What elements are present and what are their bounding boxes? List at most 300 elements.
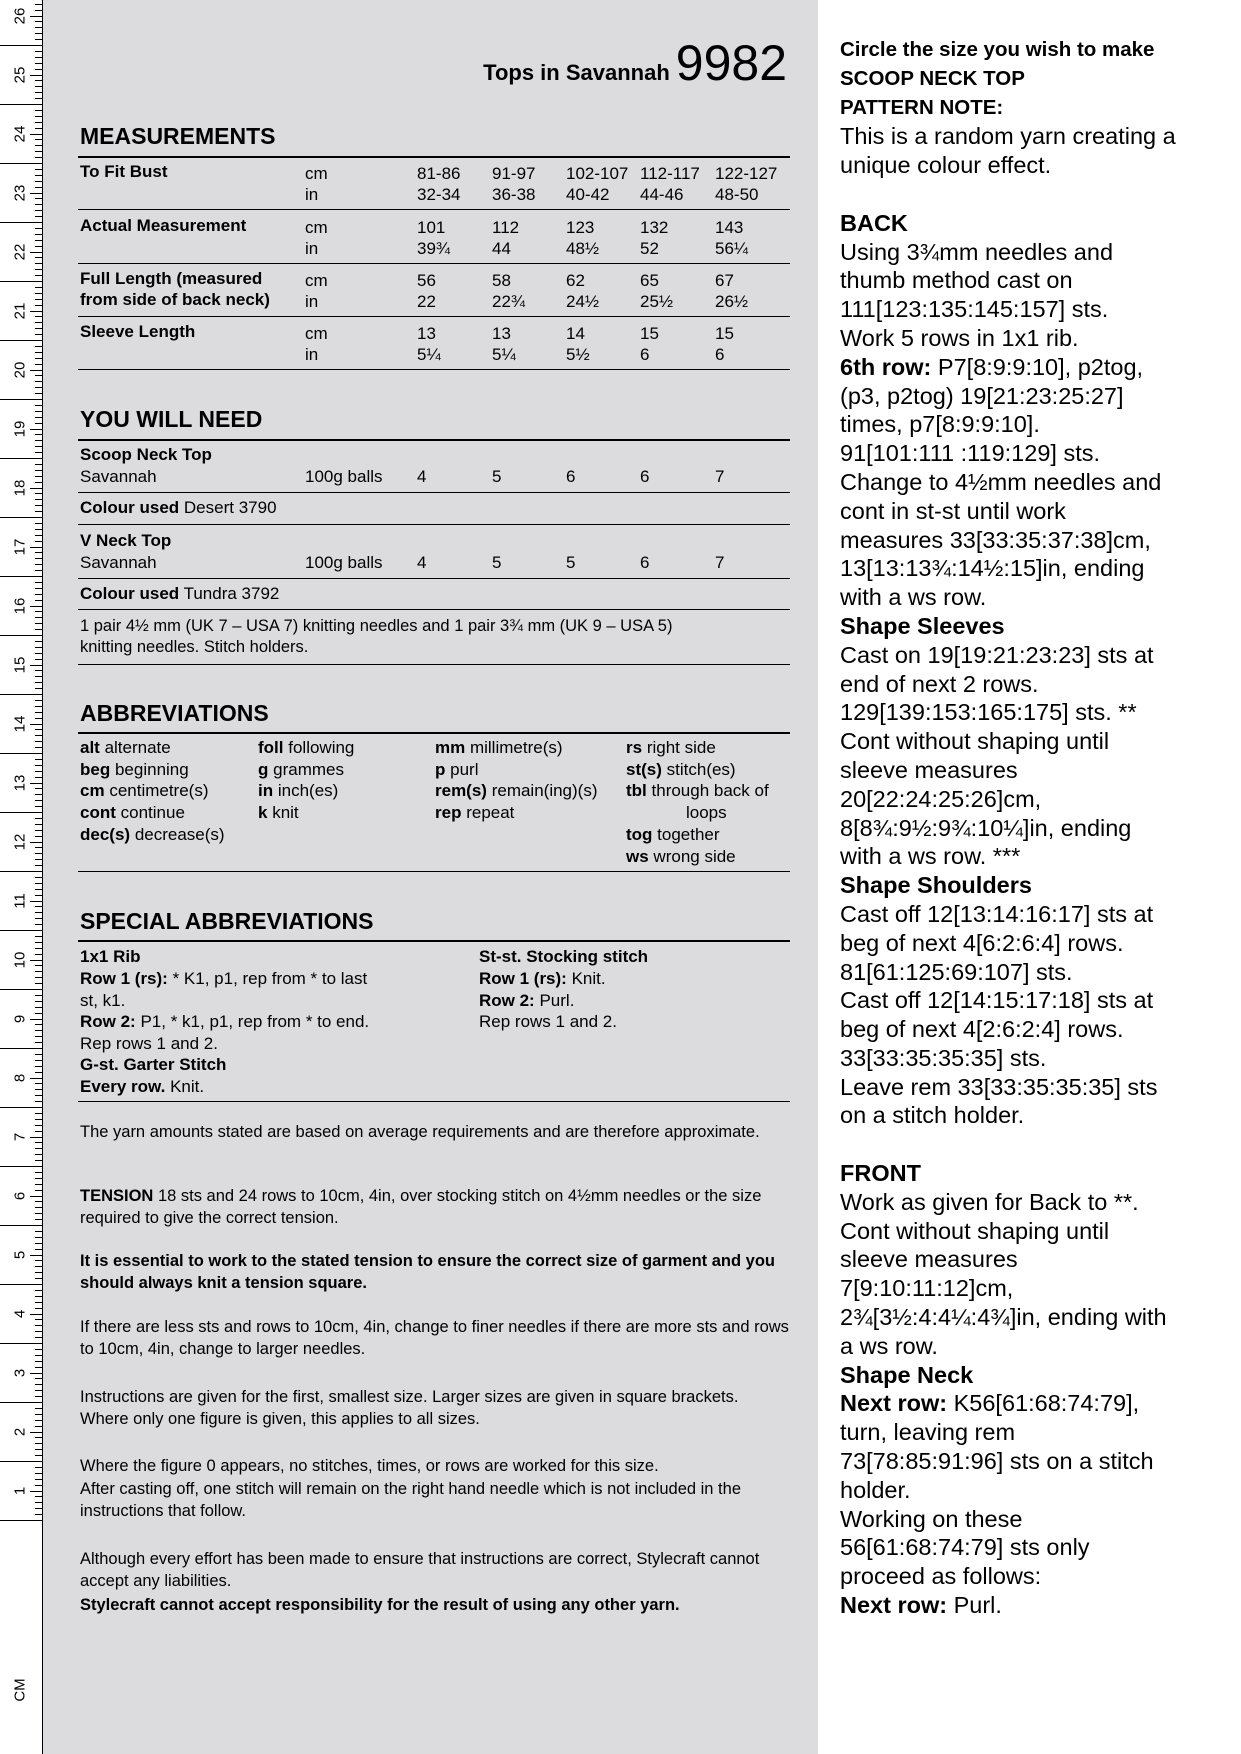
ruler-tick <box>35 1296 42 1297</box>
row-label: Row 2: <box>479 991 535 1010</box>
ruler-tick <box>35 482 42 483</box>
ruler-tick <box>35 175 42 176</box>
ruler-tick <box>35 305 42 306</box>
row-text: * K1, p1, rep from * to last <box>172 969 368 988</box>
ruler-tick <box>0 45 42 46</box>
yarn-amounts-note: The yarn amounts stated are based on average requirements and are therefore approximate. <box>80 1123 760 1141</box>
abbreviation-term: in <box>258 781 274 801</box>
ruler-tick <box>35 1349 42 1350</box>
instruction-line: beg of next 4[6:2:6:4] rows. <box>840 929 1124 956</box>
measure-value: 5½ <box>566 345 590 364</box>
measure-value: 22¾ <box>492 292 526 311</box>
ruler-tick <box>35 688 42 689</box>
ruler-tick <box>35 889 42 890</box>
measure-value: 5¼ <box>417 345 441 364</box>
ruler-tick <box>35 1449 42 1450</box>
instruction-line: with a ws row. *** <box>840 843 1021 870</box>
measure-value: 58 <box>492 271 511 290</box>
measure-label: To Fit Bust <box>80 162 168 181</box>
abbreviation-item <box>80 824 225 845</box>
ruler-tick <box>35 912 42 913</box>
measure-value: 132 <box>640 218 669 237</box>
ruler-tick <box>35 269 42 270</box>
abbreviation-meaning: grammes <box>273 759 344 779</box>
abbreviation-item <box>80 802 185 823</box>
ruler-tick <box>35 151 42 152</box>
v-unit: 100g balls <box>305 553 383 572</box>
measure-value: 123 <box>566 218 595 237</box>
ruler-tick <box>35 1219 42 1220</box>
ruler-tick <box>35 1514 42 1515</box>
ruler-tick <box>35 623 42 624</box>
ruler-tick <box>35 1054 42 1055</box>
ruler-tick <box>30 75 42 76</box>
abbreviation-term: g <box>258 759 269 779</box>
ruler-tick <box>0 458 42 459</box>
tension-note <box>80 1185 790 1229</box>
row-label: 6th row: <box>840 353 932 380</box>
ruler-tick <box>35 440 42 441</box>
abbreviation-term: cm <box>80 781 105 801</box>
yarn-quantity: 6 <box>566 467 576 486</box>
ruler-tick <box>35 1325 42 1326</box>
ruler-tick <box>35 4 42 5</box>
abbreviation-term: ws <box>626 846 649 866</box>
ruler-tick <box>35 1420 42 1421</box>
ruler-tick <box>35 476 42 477</box>
measure-value: 62 <box>566 271 585 290</box>
ruler-tick <box>35 794 42 795</box>
measure-value: 44-46 <box>640 185 684 204</box>
yarn-quantity: 5 <box>492 553 502 572</box>
measure-value: 26½ <box>715 292 749 311</box>
ruler-tick <box>35 1119 42 1120</box>
ruler-tick <box>35 830 42 831</box>
ruler-tick <box>30 429 42 430</box>
ruler-tick <box>30 311 42 312</box>
measure-value: 32-34 <box>417 185 461 204</box>
measure-value: 13 <box>417 324 436 343</box>
measure-value: 44 <box>492 239 511 258</box>
ruler-tick <box>35 263 42 264</box>
ruler-number-label: 1 <box>11 1486 29 1496</box>
v-colour-line <box>80 583 279 604</box>
ruler-tick <box>35 895 42 896</box>
divider <box>78 209 790 210</box>
abbreviation-term: beg <box>80 759 111 779</box>
ruler-number-label: 16 <box>11 597 29 615</box>
instruction-line: 13[13:13¾:14½:15]in, ending <box>840 555 1145 582</box>
ruler-tick <box>35 1201 42 1202</box>
ruler-tick <box>35 1443 42 1444</box>
ruler-tick <box>35 1231 42 1232</box>
ruler-tick <box>30 1373 42 1374</box>
measure-value: 5¼ <box>492 345 516 364</box>
rib-repeat: Rep rows 1 and 2. <box>80 1034 218 1053</box>
ruler-number-label: 18 <box>11 479 29 497</box>
ruler-tick <box>30 1078 42 1079</box>
instruction-line: holder. <box>840 1476 911 1503</box>
abbreviation-meaning: right side <box>646 738 716 757</box>
ruler-tick <box>35 417 42 418</box>
measure-value: 15 <box>640 324 659 343</box>
unit-in: in <box>305 345 319 364</box>
ruler-tick <box>35 523 42 524</box>
ruler-tick <box>0 104 42 105</box>
ruler-tick <box>35 1131 42 1132</box>
ruler-tick <box>35 352 42 353</box>
ruler-tick <box>0 576 42 577</box>
v-yarn: Savannah <box>80 553 157 572</box>
ruler-tick <box>30 193 42 194</box>
ruler-tick <box>35 800 42 801</box>
ruler-tick <box>35 1184 42 1185</box>
row-label: Row 1 (rs): <box>479 969 567 988</box>
ruler-number-label: 11 <box>11 893 29 909</box>
abbreviation-term: mm <box>435 738 466 757</box>
ruler-tick <box>35 287 42 288</box>
row-label: Row 2: <box>80 1012 136 1031</box>
abbreviation-item <box>258 737 354 758</box>
tension-label: TENSION <box>80 1187 154 1205</box>
ruler-tick <box>35 865 42 866</box>
ruler-tick <box>30 1314 42 1315</box>
yarn-quantity: 5 <box>566 553 576 572</box>
shape-sleeves-heading: Shape Sleeves <box>840 612 1005 639</box>
ruler-tick <box>35 216 42 217</box>
pattern-name: Tops in Savannah <box>483 60 670 85</box>
ruler-number-label: 21 <box>11 302 29 320</box>
colour-label: Colour used <box>80 584 180 603</box>
ruler-tick <box>35 39 42 40</box>
ruler-tick <box>35 541 42 542</box>
abbreviation-term: dec(s) <box>80 824 131 844</box>
special-abbreviations-heading: SPECIAL ABBREVIATIONS <box>80 908 374 934</box>
instruction-line: Cast on 19[19:21:23:23] sts at <box>840 641 1154 668</box>
ruler-tick <box>35 80 42 81</box>
ruler-tick <box>35 328 42 329</box>
ruler-tick <box>35 729 42 730</box>
instruction-line: a ws row. <box>840 1332 938 1359</box>
abbreviation-item <box>626 846 736 867</box>
ruler-tick <box>35 234 42 235</box>
ruler-tick <box>35 1367 42 1368</box>
abbreviation-term: rep <box>435 803 462 823</box>
ruler-tick <box>35 299 42 300</box>
divider <box>78 439 790 441</box>
instruction-line: 2¾[3½:4:4¼:4¾]in, ending with <box>840 1304 1167 1331</box>
ruler-tick <box>0 635 42 636</box>
back-heading: BACK <box>840 209 908 236</box>
instruction-line: 20[22:24:25:26]cm, <box>840 785 1042 812</box>
measure-value: 56¼ <box>715 239 749 258</box>
ruler-tick <box>35 27 42 28</box>
divider <box>78 578 790 579</box>
pattern-note-heading: PATTERN NOTE: <box>840 95 1004 119</box>
ruler-tick <box>35 1243 42 1244</box>
row-label: Next row: <box>840 1592 948 1619</box>
ruler-tick <box>35 535 42 536</box>
ruler-tick <box>35 1260 42 1261</box>
measure-value: 65 <box>640 271 659 290</box>
measure-label: Full Length (measured <box>80 269 263 288</box>
instruction-line: Change to 4½mm needles and <box>840 468 1162 495</box>
ruler-tick <box>30 783 42 784</box>
instruction-line: 8[8¾:9½:9¾:10¼]in, ending <box>840 814 1132 841</box>
shape-neck-heading: Shape Neck <box>840 1361 974 1388</box>
casting-off-note: After casting off, one stitch will remain on the right hand needle which is not included in the instructions that follow. <box>80 1480 741 1520</box>
ruler-tick <box>30 252 42 253</box>
abbreviation-term: tog <box>626 824 653 844</box>
ruler-tick <box>35 1290 42 1291</box>
ruler-number-label: 15 <box>11 656 29 674</box>
next-row <box>840 1389 1235 1418</box>
ruler-tick <box>30 1019 42 1020</box>
ruler-tick <box>35 1302 42 1303</box>
measure-value: 48½ <box>566 239 600 258</box>
ruler-tick <box>35 1272 42 1273</box>
sizes-note: Instructions are given for the first, smallest size. Larger sizes are given in square brackets. Where only one figure is given, this applies to all sizes. <box>80 1388 739 1428</box>
instruction-line: Work 5 rows in 1x1 rib. <box>840 324 1079 351</box>
instruction-line: 73[78:85:91:96] sts on a stitch <box>840 1448 1154 1475</box>
gst-row <box>80 1076 204 1097</box>
ruler-tick <box>35 358 42 359</box>
ruler-tick <box>0 753 42 754</box>
responsibility-note: Stylecraft cannot accept responsibility for the result of using any other yarn. <box>80 1596 680 1614</box>
ruler-tick <box>35 747 42 748</box>
ruler-number-label: 17 <box>11 538 29 556</box>
ruler-number-label: 6 <box>11 1191 29 1201</box>
abbreviation-item <box>686 802 727 823</box>
v-title: V Neck Top <box>80 531 172 550</box>
st-repeat: Rep rows 1 and 2. <box>479 1012 617 1031</box>
ruler-tick <box>0 222 42 223</box>
abbreviation-item <box>258 780 338 801</box>
instruction-line: Cont without shaping until <box>840 1217 1110 1244</box>
unit-cm: cm <box>305 218 328 237</box>
ruler-number-label: 12 <box>11 833 29 851</box>
ruler-tick <box>35 788 42 789</box>
ruler-tick <box>35 157 42 158</box>
ruler-number-label: 13 <box>11 774 29 792</box>
abbreviation-item <box>435 737 563 758</box>
divider <box>78 369 790 370</box>
ruler-tick <box>35 806 42 807</box>
ruler-tick <box>35 10 42 11</box>
abbreviation-meaning: centimetre(s) <box>109 781 209 801</box>
ruler-tick <box>35 1172 42 1173</box>
measure-value: 52 <box>640 239 659 258</box>
rib-row-2 <box>80 1011 369 1032</box>
row-text: Knit. <box>170 1077 205 1096</box>
ruler-tick <box>35 1378 42 1379</box>
ruler-tick <box>35 275 42 276</box>
ruler-tick <box>30 488 42 489</box>
ruler-tick <box>35 818 42 819</box>
ruler-tick <box>35 493 42 494</box>
ruler-tick <box>35 1030 42 1031</box>
ruler-number-label: 4 <box>11 1309 29 1319</box>
colour-value: Desert 3790 <box>183 498 277 517</box>
divider <box>78 316 790 317</box>
ruler-tick <box>35 1390 42 1391</box>
ruler-tick <box>35 1089 42 1090</box>
divider <box>78 609 790 610</box>
ruler-tick <box>35 1066 42 1067</box>
instruction-line: 33[33:35:35:35] sts. <box>840 1044 1047 1071</box>
ruler-tick <box>35 1337 42 1338</box>
ruler-tick <box>35 588 42 589</box>
abbreviation-meaning: loops <box>686 803 727 823</box>
abbreviation-term: tbl <box>626 781 647 801</box>
ruler-tick <box>35 1249 42 1250</box>
pattern-note-line: unique colour effect. <box>840 152 1052 179</box>
ruler-tick <box>35 116 42 117</box>
shape-shoulders-heading: Shape Shoulders <box>840 872 1032 899</box>
st-title: St-st. Stocking stitch <box>479 947 649 966</box>
ruler-tick <box>0 1107 42 1108</box>
ruler-tick <box>35 98 42 99</box>
ruler-number-label: 14 <box>11 715 29 733</box>
colour-value: Tundra 3792 <box>183 584 280 603</box>
ruler-tick <box>0 340 42 341</box>
ruler-tick <box>35 1455 42 1456</box>
row-text: P1, * k1, p1, rep from * to end. <box>140 1012 370 1031</box>
ruler-tick <box>35 405 42 406</box>
ruler-tick <box>0 517 42 518</box>
liability-note: Although every effort has been made to ensure that instructions are correct, Stylecraft cannot accept any liabilities. <box>80 1550 760 1590</box>
ruler-tick <box>35 1485 42 1486</box>
abbreviation-term: cont <box>80 803 116 823</box>
ruler-tick <box>35 1467 42 1468</box>
ruler-tick <box>35 511 42 512</box>
ruler-tick <box>35 446 42 447</box>
ruler-tick <box>35 169 42 170</box>
ruler-tick <box>35 712 42 713</box>
ruler-tick <box>35 1060 42 1061</box>
ruler-tick <box>35 659 42 660</box>
ruler-tick <box>35 647 42 648</box>
yarn-quantity: 6 <box>640 467 650 486</box>
ruler-tick <box>30 724 42 725</box>
essential-note: It is essential to work to the stated tension to ensure the correct size of garment and you should always knit a tension square. <box>80 1252 775 1292</box>
ruler-number-label: 20 <box>11 361 29 379</box>
ruler-tick <box>35 1266 42 1267</box>
ruler-tick <box>35 552 42 553</box>
abbreviation-item <box>626 737 716 758</box>
ruler-tick <box>35 452 42 453</box>
ruler-tick <box>0 1402 42 1403</box>
ruler-tick <box>35 393 42 394</box>
divider <box>78 524 790 525</box>
measure-value: 13 <box>492 324 511 343</box>
ruler-tick <box>0 694 42 695</box>
ruler-tick <box>0 1166 42 1167</box>
pattern-note-line: This is a random yarn creating a <box>840 123 1176 150</box>
divider <box>78 156 790 158</box>
ruler-tick <box>35 1384 42 1385</box>
ruler-tick <box>35 629 42 630</box>
abbreviation-meaning: following <box>288 738 355 757</box>
ruler-tick <box>35 995 42 996</box>
ruler-tick <box>30 370 42 371</box>
ruler-tick <box>35 877 42 878</box>
ruler-tick <box>30 842 42 843</box>
measure-value: 22 <box>417 292 436 311</box>
ruler-tick <box>30 1196 42 1197</box>
row-text: Purl. <box>539 991 575 1010</box>
ruler-tick <box>35 198 42 199</box>
unit-cm: cm <box>305 164 328 183</box>
ruler-tick <box>35 246 42 247</box>
ruler-tick <box>35 387 42 388</box>
ruler-tick <box>35 51 42 52</box>
ruler-tick <box>35 375 42 376</box>
measure-value: 143 <box>715 218 744 237</box>
measure-value: 48-50 <box>715 185 759 204</box>
ruler-tick <box>35 824 42 825</box>
abbreviation-item <box>258 802 299 823</box>
ruler-tick <box>35 1361 42 1362</box>
abbreviation-meaning: decrease(s) <box>134 824 225 844</box>
divider <box>78 732 790 734</box>
abbreviation-term: st(s) <box>626 759 662 779</box>
ruler-tick <box>35 346 42 347</box>
abbreviation-item <box>435 780 598 801</box>
ruler-tick <box>35 128 42 129</box>
ruler-tick <box>30 1491 42 1492</box>
ruler-tick <box>35 257 42 258</box>
abbreviation-meaning: through back of <box>651 781 769 801</box>
measure-value: 6 <box>640 345 650 364</box>
measure-value: 39¾ <box>417 239 451 258</box>
ruler-tick <box>35 364 42 365</box>
ruler-tick <box>35 240 42 241</box>
ruler-tick <box>35 1319 42 1320</box>
ruler-tick <box>35 1331 42 1332</box>
ruler-number-label: 23 <box>11 184 29 202</box>
ruler-tick <box>35 1042 42 1043</box>
scoop-unit: 100g balls <box>305 467 383 486</box>
ruler-tick <box>30 665 42 666</box>
row-text: Purl. <box>953 1592 1002 1619</box>
ruler-tick <box>35 594 42 595</box>
you-will-need-heading: YOU WILL NEED <box>80 406 263 432</box>
abbreviation-term: rs <box>626 738 643 757</box>
ruler-tick <box>35 69 42 70</box>
ruler-tick <box>35 653 42 654</box>
ruler-number-label: 5 <box>11 1250 29 1260</box>
abbreviation-meaning: purl <box>450 759 479 779</box>
abbreviations-heading: ABBREVIATIONS <box>80 700 269 726</box>
measure-value: 112 <box>492 218 520 237</box>
ruler-tick <box>35 759 42 760</box>
ruler-tick <box>35 1355 42 1356</box>
ruler-tick <box>35 1408 42 1409</box>
ruler-tick <box>35 971 42 972</box>
measure-value: 15 <box>715 324 734 343</box>
instruction-line: proceed as follows: <box>840 1563 1042 1590</box>
ruler-tick <box>35 718 42 719</box>
abbreviation-meaning: millimetre(s) <box>469 738 563 757</box>
measure-value: 102-107 <box>566 164 629 183</box>
ruler-number-label: 3 <box>11 1368 29 1378</box>
instruction-line: 81[61:125:69:107] sts. <box>840 958 1073 985</box>
abbreviation-meaning: stitch(es) <box>666 759 736 779</box>
ruler-tick <box>35 181 42 182</box>
abbreviation-meaning: knit <box>272 803 299 823</box>
ruler-tick <box>0 1520 42 1521</box>
